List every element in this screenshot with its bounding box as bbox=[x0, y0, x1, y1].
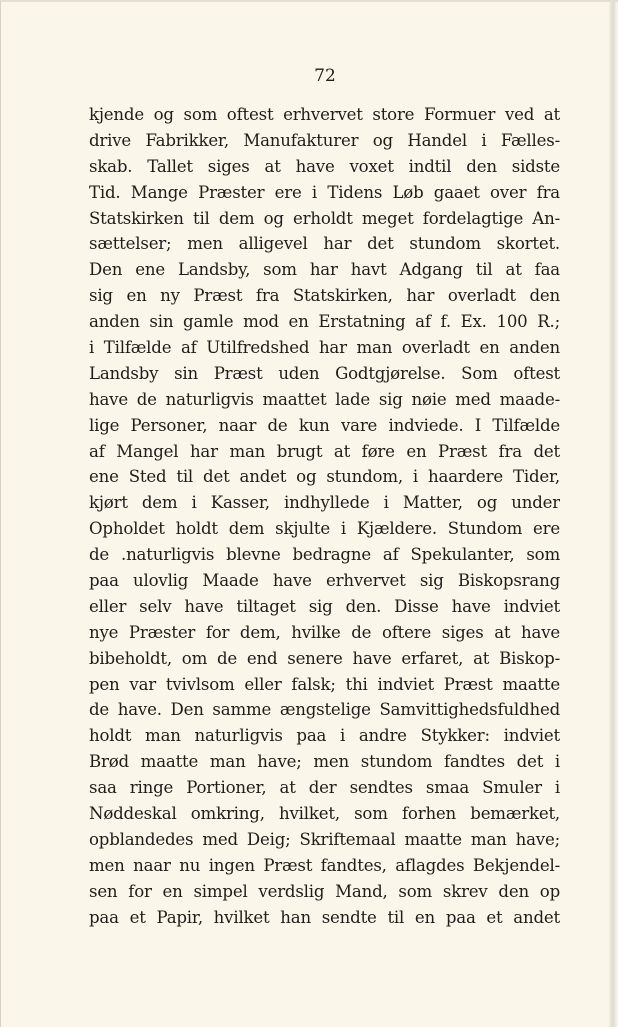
text-line: Tid. Mange Præster ere i Tidens Løb gaaet over fra bbox=[89, 182, 560, 202]
text-line: de .naturligvis blevne bedragne af Spekulanter, som bbox=[89, 545, 560, 565]
text-line: Statskirken til dem og erholdt meget fordelagtige An- bbox=[89, 208, 560, 228]
text-line: Brød maatte man have; men stundom fandtes det i bbox=[89, 752, 560, 772]
text-line: opblandedes med Deig; Skriftemaal maatte man have; bbox=[89, 829, 560, 849]
text-line: kjørt dem i Kasser, indhyllede i Matter, og under bbox=[89, 493, 560, 513]
text-line: Den ene Landsby, som har havt Adgang til at faa bbox=[89, 260, 560, 280]
text-line: de have. Den samme ængstelige Samvittighedsfuldhed bbox=[89, 700, 560, 720]
page-edge-shadow bbox=[609, 2, 618, 1027]
text-line: Nøddeskal omkring, hvilket, som forhen bemærket, bbox=[89, 804, 560, 824]
text-line: lige Personer, naar de kun vare indviede. I Tilfælde bbox=[89, 415, 560, 435]
text-line: sen for en simpel verdslig Mand, som skrev den op bbox=[89, 881, 560, 901]
text-line: have de naturligvis maattet lade sig nøie med maade- bbox=[89, 389, 560, 409]
text-line: eller selv have tiltaget sig den. Disse have indviet bbox=[89, 596, 560, 616]
text-line: kjende og som oftest erhvervet store Formuer ved at bbox=[89, 105, 560, 124]
text-line: af Mangel har man brugt at føre en Præst fra det bbox=[89, 441, 560, 461]
text-line: men naar nu ingen Præst fandtes, aflagdes Bekjendel- bbox=[89, 855, 560, 875]
text-line: i Tilfælde af Utilfredshed har man overladt en anden bbox=[89, 338, 560, 358]
text-line: anden sin gamle mod en Erstatning af f. Ex. 100 R.; bbox=[89, 312, 560, 332]
text-line: pen var tvivlsom eller falsk; thi indviet Præst maatte bbox=[89, 674, 560, 694]
text-line: sig en ny Præst fra Statskirken, har overladt den bbox=[89, 286, 560, 306]
text-line: holdt man naturligvis paa i andre Stykker: indviet bbox=[89, 726, 560, 746]
body-text bbox=[89, 102, 560, 931]
page-number: 72 bbox=[314, 66, 336, 86]
text-line: ene Sted til det andet og stundom, i haardere Tider, bbox=[89, 467, 560, 487]
text-line: Landsby sin Præst uden Godtgjørelse. Som oftest bbox=[89, 363, 560, 383]
text-line: sættelser; men alligevel har det stundom skortet. bbox=[89, 234, 560, 254]
text-line: saa ringe Portioner, at der sendtes smaa Smuler i bbox=[89, 778, 560, 798]
text-line: paa et Papir, hvilket han sendte til en paa et andet bbox=[89, 907, 560, 927]
text-line: nye Præster for dem, hvilke de oftere siges at have bbox=[89, 622, 560, 642]
text-line: drive Fabrikker, Manufakturer og Handel i Fælles- bbox=[89, 130, 560, 150]
text-line: paa ulovlig Maade have erhvervet sig Biskopsrang bbox=[89, 571, 560, 591]
text-line: skab. Tallet siges at have voxet indtil den sidste bbox=[89, 156, 560, 176]
text-line: Opholdet holdt dem skjulte i Kjældere. Stundom ere bbox=[89, 519, 560, 539]
text-line: bibeholdt, om de end senere have erfaret, at Biskop- bbox=[89, 648, 560, 668]
